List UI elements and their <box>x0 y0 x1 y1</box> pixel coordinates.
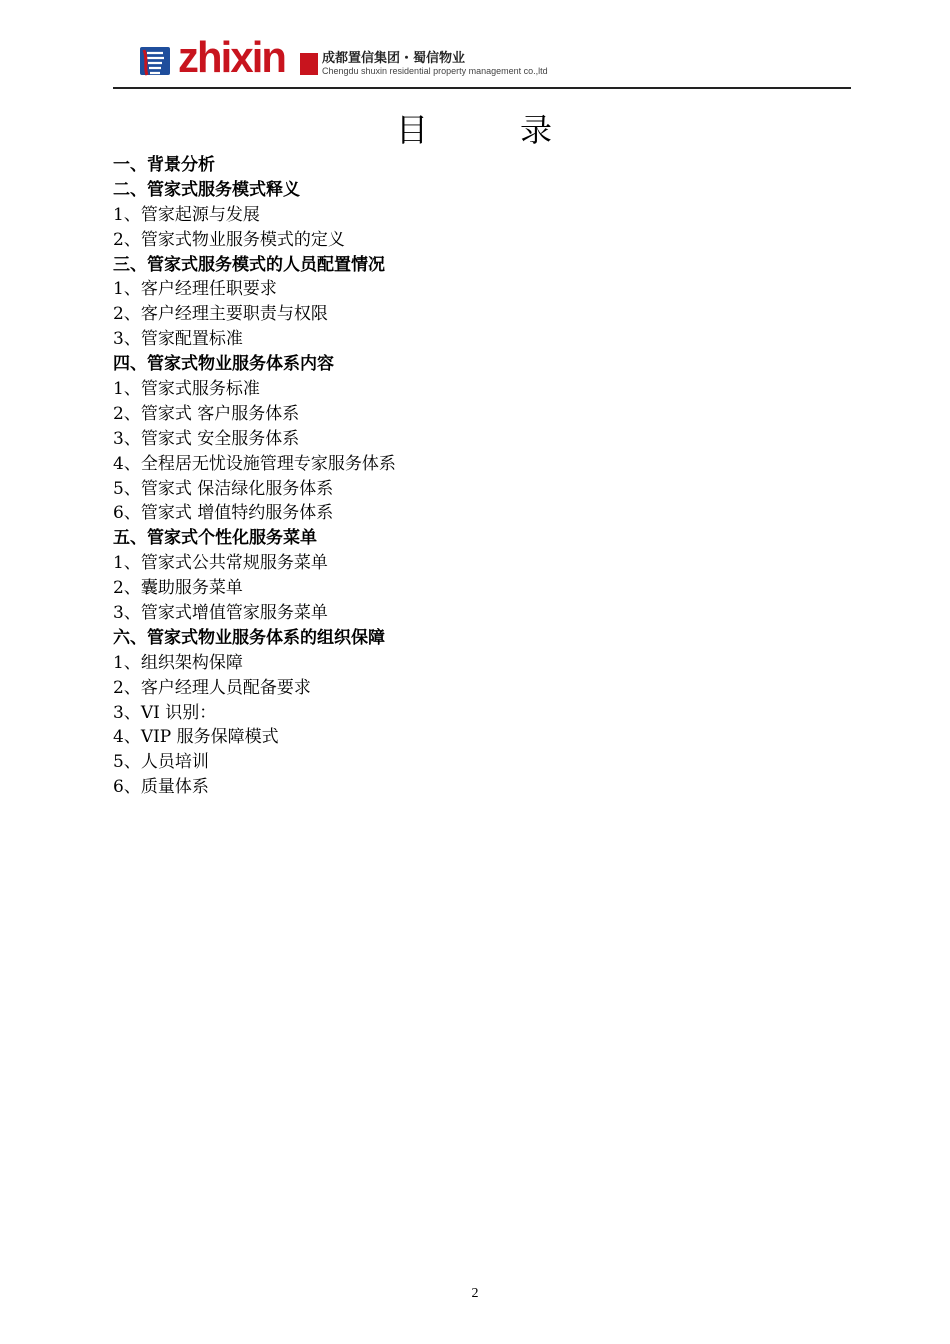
toc-subsection-item: 4、VIP 服务保障模式 <box>113 727 279 748</box>
toc-section-heading: 四、管家式物业服务体系内容 <box>113 354 334 375</box>
title-char-2: 录 <box>520 111 555 149</box>
toc-subsection-item: 2、客户经理主要职责与权限 <box>113 304 328 325</box>
toc-subsection-item: 2、客户经理人员配备要求 <box>113 677 311 698</box>
toc-subsection-item: 3、VI 识别： <box>113 702 217 723</box>
toc-subsection-item: 5、管家式 保洁绿化服务体系 <box>113 478 334 499</box>
toc-subsection-item: 3、管家式 安全服务体系 <box>113 428 300 449</box>
toc-subsection-item: 5、人员培训 <box>113 752 209 773</box>
toc-subsection-item: 1、管家式公共常规服务菜单 <box>113 553 328 574</box>
table-of-contents <box>113 153 813 800</box>
title-char-1: 目 <box>395 111 430 149</box>
toc-subsection-item: 2、囊助服务菜单 <box>113 578 243 599</box>
toc-section-heading: 二、管家式服务模式释义 <box>113 179 300 200</box>
toc-section-heading: 一、背景分析 <box>113 155 215 175</box>
toc-subsection-item: 2、管家式 客户服务体系 <box>113 403 300 424</box>
toc-subsection-item: 1、组织架构保障 <box>113 652 243 673</box>
toc-section-heading: 六、管家式物业服务体系的组织保障 <box>113 627 385 648</box>
toc-subsection-item: 4、全程居无忧设施管理专家服务体系 <box>113 453 396 474</box>
toc-subsection-item: 1、客户经理任职要求 <box>113 279 277 300</box>
company-logo-wordmark: zhixin <box>178 33 286 82</box>
company-name-chinese: 成都置信集团・蜀信物业 <box>322 51 466 66</box>
toc-subsection-item: 2、管家式物业服务模式的定义 <box>113 229 345 250</box>
page-number: 2 <box>471 1286 479 1301</box>
toc-subsection-item: 1、管家起源与发展 <box>113 204 260 225</box>
company-name-english: Chengdu shuxin residential property management co.,ltd <box>322 66 548 76</box>
toc-section-heading: 三、管家式服务模式的人员配置情况 <box>113 254 385 275</box>
document-title <box>0 110 950 150</box>
logo-red-square <box>300 53 318 75</box>
header-divider <box>113 87 851 89</box>
toc-subsection-item: 6、管家式 增值特约服务体系 <box>113 503 334 524</box>
toc-subsection-item: 6、质量体系 <box>113 777 209 798</box>
shuxin-seal-icon <box>138 44 172 78</box>
toc-subsection-item: 3、管家配置标准 <box>113 329 243 350</box>
toc-subsection-item: 1、管家式服务标准 <box>113 379 260 400</box>
toc-subsection-item: 3、管家式增值管家服务菜单 <box>113 603 328 624</box>
page-header <box>0 0 950 90</box>
toc-section-heading: 五、管家式个性化服务菜单 <box>113 528 317 549</box>
